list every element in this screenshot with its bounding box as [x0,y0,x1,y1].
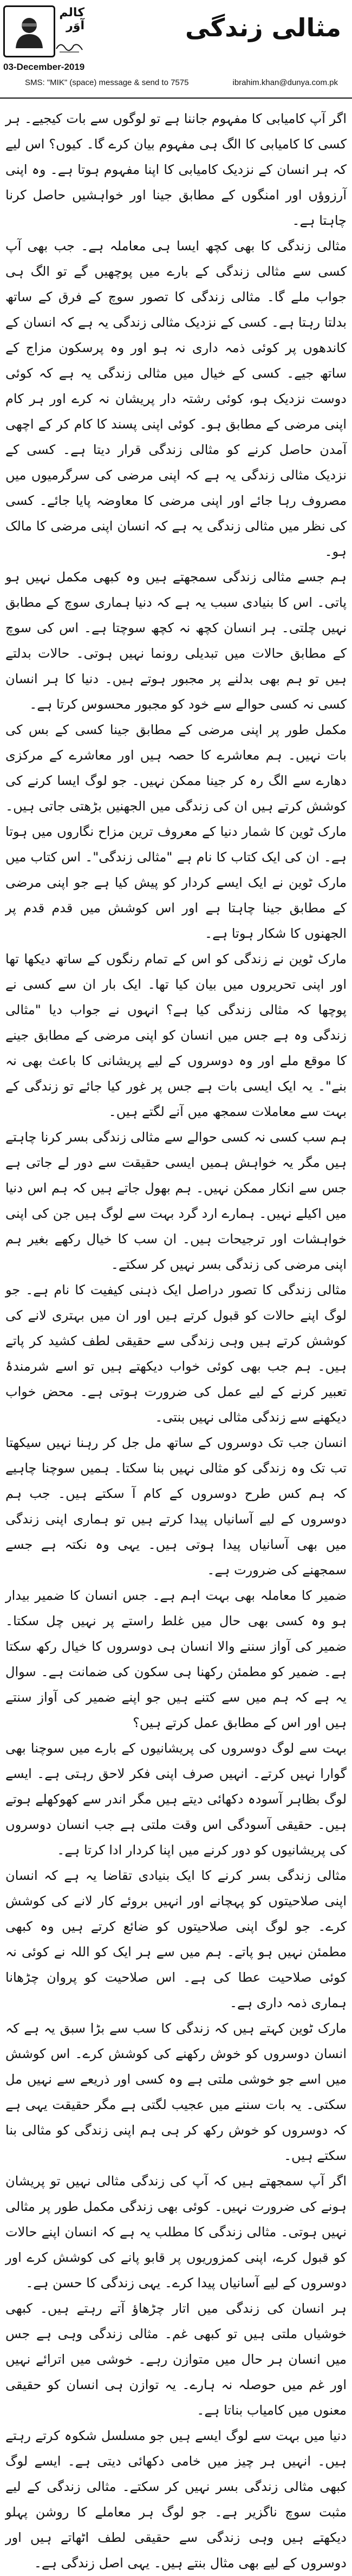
article-paragraph: مارک ٹوین نے زندگی کو اس کے تمام رنگوں کے ساتھ دیکھا تھا اور اپنی تحریروں میں بیان کیا تھا۔ ایک بار ان سے کسی نے پوچھا کہ مثالی زندگی کیا ہے؟ انہوں نے جواب دیا "مثالی زندگی وہ ہے جس میں انسان کو اپنی مرضی کے مطابق جینے کا موقع ملے اور وہ دوسروں کے لیے پریشانی کا باعث بھی نہ بنے"۔ یہ ایک ایسی بات ہے جس پر غور کیا جائے تو زندگی کے بہت سے معاملات سمجھ میں آنے لگتے ہیں۔ [5,951,347,1119]
author-signature-icon [54,38,84,54]
author-email: ibrahim.khan@dunya.com.pk [232,78,338,87]
article-paragraph: ہر انسان کی زندگی میں اتار چڑھاؤ آتے رہتے ہیں۔ کبھی خوشیاں ملتی ہیں تو کبھی غم۔ مثالی زندگی وہی ہے جس میں انسان ہر حال میں متوازن رہے۔ خوشی میں اترائے نہیں اور غم میں حوصلہ نہ ہارے۔ یہ توازن ہی انسان کو حقیقی معنوں میں کامیاب بناتا ہے۔ [5,2301,347,2418]
article-paragraph: دنیا میں بہت سے لوگ ایسے ہیں جو مسلسل شکوہ کرتے رہتے ہیں۔ انہیں ہر چیز میں خامی دکھائی دیتی ہے۔ ایسے لوگ کبھی مثالی زندگی بسر نہیں کر سکتے۔ مثالی زندگی کے لیے مثبت سوچ ناگزیر ہے۔ جو لوگ ہر معاملے کا روشن پہلو دیکھتے ہیں وہی زندگی سے حقیقی لطف اٹھاتے ہیں اور دوسروں کے لیے بھی مثال بنتے ہیں۔ یہی اصل زندگی ہے۔ [5,2428,347,2571]
article-paragraph: مثالی زندگی کا بھی کچھ ایسا ہی معاملہ ہے۔ جب بھی آپ کسی سے مثالی زندگی کے بارے میں پوچھیں گے تو الگ ہی جواب ملے گا۔ مثالی زندگی کا تصور سوچ کے فرق کے ساتھ بدلتا رہتا ہے۔ کسی کے نزدیک مثالی زندگی یہ ہے کہ انسان کے کاندھوں پر کوئی ذمہ داری نہ ہو اور وہ پرسکون مزاج کے ساتھ جیے۔ کسی کے خیال میں مثالی زندگی یہ ہے کہ کوئی دوست نزدیک ہو، کوئی رشتہ دار پریشان نہ کرے اور ہر کام اپنی مرضی کے مطابق ہو۔ کوئی اپنی پسند کا کام کر کے اچھی آمدن حاصل کرنے کو مثالی زندگی قرار دیتا ہے۔ کسی کے نزدیک مثالی زندگی یہ ہے کہ اپنی مرضی کی سرگرمیوں میں مصروف رہا جائے اور اپنی مرضی کا معاوضہ پایا جائے۔ کسی کی نظر میں مثالی زندگی یہ ہے کہ انسان اپنی مرضی کا مالک ہو۔ [5,238,347,559]
article-paragraph: اگر آپ کامیابی کا مفہوم جاننا ہے تو لوگوں سے بات کیجیے۔ ہر کسی کا کامیابی کا الگ ہی مفہوم بیان کرے گا۔ کیوں؟ اس لیے کہ ہر انسان کے نزدیک کامیابی کا اپنا مفہوم ہوتا ہے۔ وہ اپنی آرزوؤں اور امنگوں کے مطابق جینا اور خواہشیں حاصل کرنا چاہتا ہے۔ [5,111,347,228]
article-paragraph: مثالی زندگی بسر کرنے کا ایک بنیادی تقاضا یہ ہے کہ انسان اپنی صلاحیتوں کو پہچانے اور انہیں بروئے کار لانے کی کوشش کرے۔ جو لوگ اپنی صلاحیتوں کو ضائع کرتے ہیں وہ کبھی مطمئن نہیں ہو پاتے۔ ہم میں سے ہر ایک کو اللہ نے کوئی نہ کوئی صلاحیت عطا کی ہے۔ اس صلاحیت کو پروان چڑھانا ہماری ذمہ داری ہے۔ [5,1868,347,2010]
column-name: کالم آوَر [59,6,84,33]
author-portrait-icon [3,5,55,57]
article-paragraph: ہم سب کسی نہ کسی حوالے سے مثالی زندگی بسر کرنا چاہتے ہیں مگر یہ خواہش ہمیں ایسی حقیقت سے دور لے جاتی ہے جس سے انکار ممکن نہیں۔ ہم بھول جاتے ہیں کہ ہم اس دنیا میں اکیلے نہیں۔ ہمارے ارد گرد بہت سے لوگ ہیں جن کی اپنی خواہشات اور ترجیحات ہیں۔ ان سب کا خیال رکھے بغیر ہم اپنی مرضی کی زندگی بسر نہیں کر سکتے۔ [5,1130,347,1272]
article-paragraph: مثالی زندگی کا تصور دراصل ایک ذہنی کیفیت کا نام ہے۔ جو لوگ اپنے حالات کو قبول کرتے ہیں اور ان میں بہتری لانے کی کوشش کرتے ہیں وہی زندگی سے حقیقی لطف کشید کر پاتے ہیں۔ ہم جب بھی کوئی خواب دیکھتے ہیں تو اسے شرمندۂ تعبیر کرنے کے لیے عمل کی ضرورت ہوتی ہے۔ محض خواب دیکھنے سے زندگی مثالی نہیں بنتی۔ [5,1282,347,1425]
article-paragraph: ہم جسے مثالی زندگی سمجھتے ہیں وہ کبھی مکمل نہیں ہو پاتی۔ اس کا بنیادی سبب یہ ہے کہ دنیا ہماری سوچ کے مطابق نہیں چلتی۔ ہر انسان کچھ نہ کچھ سوچتا ہے۔ اس کی سوچ کے مطابق حالات میں تبدیلی رونما نہیں ہوتی۔ حالات بدلتے ہیں تو ہم بھی بدلنے پر مجبور ہوتے ہیں۔ دنیا کا ہر انسان کسی نہ کسی حوالے سے خود کو مجبور محسوس کرتا ہے۔ [5,569,347,712]
sms-instructions: SMS: "MIK" (space) message & send to 7575 [25,78,189,87]
article-paragraph: بہت سے لوگ دوسروں کی پریشانیوں کے بارے میں سوچنا بھی گوارا نہیں کرتے۔ انہیں صرف اپنی فکر لاحق رہتی ہے۔ ایسے لوگ بظاہر آسودہ دکھائی دیتے ہیں مگر اندر سے کھوکھلے ہوتے ہیں۔ حقیقی آسودگی اس وقت ملتی ہے جب انسان دوسروں کی پریشانیوں کو دور کرنے میں اپنا کردار ادا کرتا ہے۔ [5,1741,347,1858]
article-paragraph: انسان جب تک دوسروں کے ساتھ مل جل کر رہنا نہیں سیکھتا تب تک وہ زندگی کو مثالی نہیں بنا سکتا۔ ہمیں سوچنا چاہیے کہ ہم کس طرح دوسروں کے کام آ سکتے ہیں۔ جب ہم دوسروں کے لیے آسانیاں پیدا کرتے ہیں تو ہماری اپنی زندگی میں بھی آسانیاں پیدا ہوتی ہیں۔ یہی وہ نکتہ ہے جسے سمجھنے کی ضرورت ہے۔ [5,1435,347,1578]
publish-date: 03-December-2019 [3,62,85,72]
article-paragraph: ضمیر کا معاملہ بھی بہت اہم ہے۔ جس انسان کا ضمیر بیدار ہو وہ کسی بھی حال میں غلط راستے پر نہیں چل سکتا۔ ضمیر کی آواز سننے والا انسان ہی دوسروں کا خیال رکھ سکتا ہے۔ ضمیر کو مطمئن رکھنا ہی سکون کی ضمانت ہے۔ سوال یہ ہے کہ ہم میں سے کتنے ہیں جو اپنے ضمیر کی آواز سنتے ہیں اور اس کے مطابق عمل کرتے ہیں؟ [5,1588,347,1730]
article-paragraph: مارک ٹوین کہتے ہیں کہ زندگی کا سب سے بڑا سبق یہ ہے کہ انسان دوسروں کو خوش رکھنے کی کوشش کرے۔ اس کوشش میں اسے جو خوشی ملتی ہے وہ کسی اور ذریعے سے نہیں مل سکتی۔ یہ بات سننے میں عجیب لگتی ہے مگر حقیقت یہی ہے کہ دوسروں کو خوش رکھ کر ہی ہم اپنی زندگی کو مثالی بنا سکتے ہیں۔ [5,2021,347,2163]
article-title: مثالی زندگی [185,13,341,42]
column-masthead [0,0,352,99]
article-paragraph: مکمل طور پر اپنی مرضی کے مطابق جینا کسی کے بس کی بات نہیں۔ ہم معاشرے کا حصہ ہیں اور معاشرے کے مرکزی دھارے سے الگ رہ کر جینا ممکن نہیں۔ جو لوگ ایسا کرنے کی کوشش کرتے ہیں ان کی زندگی میں الجھنیں بڑھتی جاتی ہیں۔ مارک ٹوین کا شمار دنیا کے معروف ترین مزاح نگاروں میں ہوتا ہے۔ ان کی ایک کتاب کا نام ہے "مثالی زندگی"۔ اس کتاب میں مارک ٹوین نے ایک ایسے کردار کو پیش کیا ہے جو اپنی مرضی کے مطابق جینا چاہتا ہے اور اس کوشش میں قدم قدم پر الجھنوں کا شکار ہوتا ہے۔ [5,722,347,941]
column-logo [3,3,84,57]
contact-row [3,76,349,91]
article-body [5,106,347,2571]
article-paragraph: اگر آپ سمجھتے ہیں کہ آپ کی زندگی مثالی نہیں تو پریشان ہونے کی ضرورت نہیں۔ کوئی بھی زندگی مکمل طور پر مثالی نہیں ہوتی۔ مثالی زندگی کا مطلب یہ ہے کہ انسان اپنے حالات کو قبول کرے، اپنی کمزوریوں پر قابو پانے کی کوشش کرے اور دوسروں کے لیے آسانیاں پیدا کرے۔ یہی زندگی کا حسن ہے۔ [5,2173,347,2291]
